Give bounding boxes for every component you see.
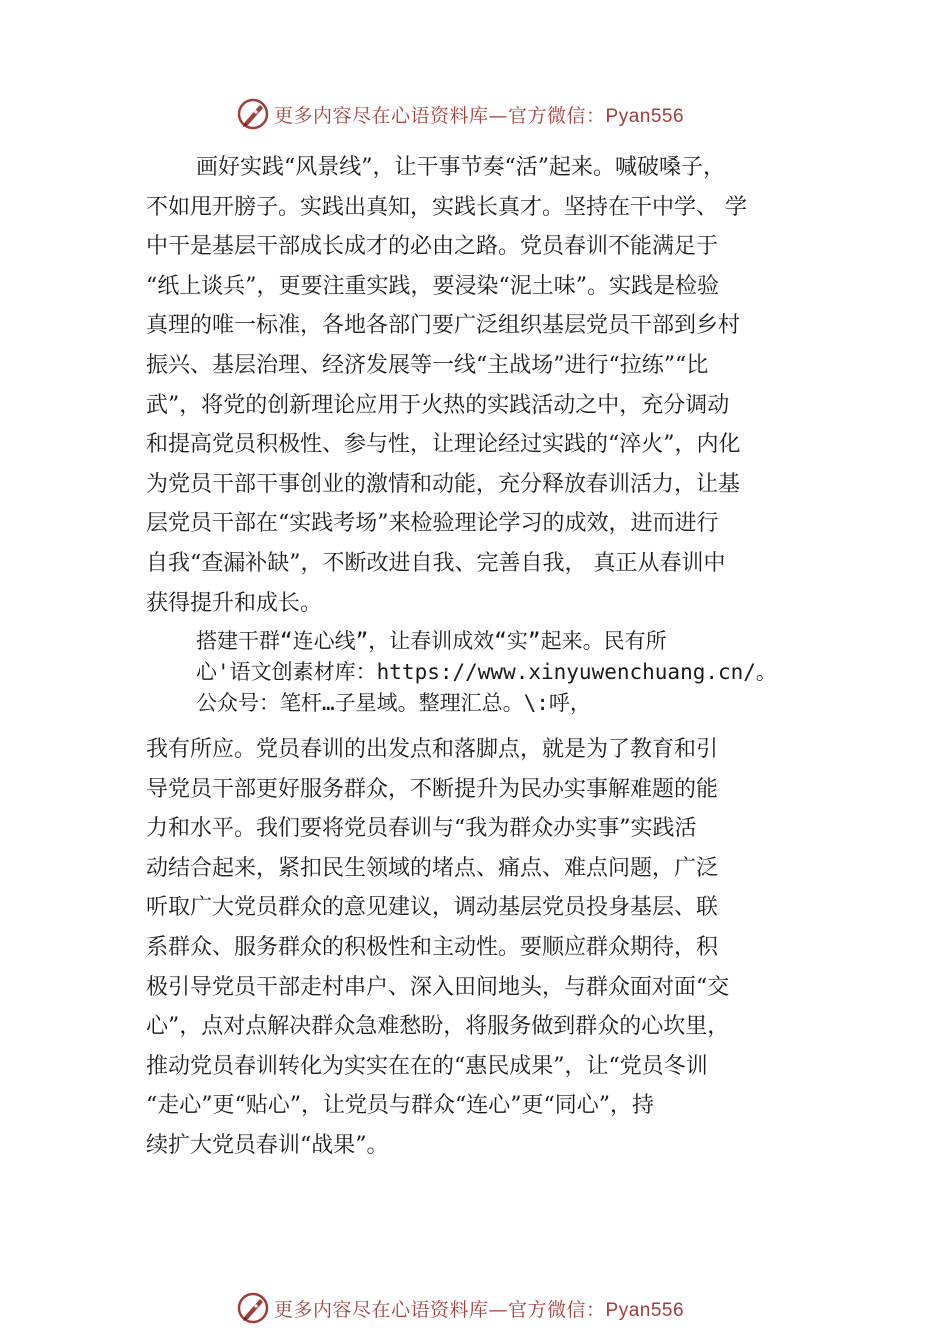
- header-banner: [236, 96, 684, 132]
- text-line: 推动党员春训转化为实实在在的“惠民成果”，让“党员冬训: [146, 1053, 708, 1079]
- paragraph-intro-with-source-note: [196, 626, 836, 719]
- text-line: 我有所应。党员春训的出发点和落脚点，就是为了教育和引: [146, 737, 719, 762]
- banner-handle: Pyan556: [605, 1299, 685, 1321]
- banner-text: 更多内容尽在心语资料库—官方微信：: [274, 1298, 606, 1321]
- text-line: 搭建干群“连心线”，让春训成效“实”起来。民有所: [196, 629, 667, 653]
- text-line: 心”，点对点解决群众急难愁盼，将服务做到群众的心坎里，: [146, 1014, 730, 1040]
- text-line: 不如甩开膀子。实践出真知，实践长真才。坚持在干中学、 学: [146, 194, 747, 220]
- text-line: 导党员干部更好服务群众，不断提升为民办实事解难题的能: [146, 776, 719, 802]
- text-line: 极引导党员干部走村串户、深入田间地头，与群众面对面“交: [146, 974, 730, 1000]
- text-line: 为党员干部干事创业的激情和动能，充分释放春训活力，让基: [146, 471, 741, 497]
- text-line: 层党员干部在“实践考场”来检验理论学习的成效，进而进行: [146, 511, 719, 537]
- text-line: 自我“查漏补缺”，不断改进自我、完善自我， 真正从春训中: [146, 550, 726, 576]
- text-line: 续扩大党员春训“战果”。: [146, 1132, 389, 1158]
- source-note-line: 公众号：笔杆…子星域。整理汇总。\:呼，: [196, 691, 591, 715]
- pen-logo-icon: [236, 97, 270, 131]
- text-line: 中干是基层干部成长成才的必由之路。党员春训不能满足于: [146, 234, 719, 260]
- pen-logo-icon: [236, 1291, 270, 1325]
- paragraph-connection: [146, 730, 818, 1166]
- text-line: 力和水平。我们要将党员春训与“我为群众办实事”实践活: [146, 816, 697, 842]
- text-line: 系群众、服务群众的积极性和主动性。要顺应群众期待，积: [146, 934, 719, 960]
- text-line: 获得提升和成长。: [146, 590, 323, 616]
- text-line: 振兴、基层治理、经济发展等一线“主战场”进行“拉练”“比: [146, 352, 709, 378]
- text-line: “纸上谈兵”，更要注重实践，要浸染“泥土味”。实践是检验: [146, 273, 719, 299]
- text-line: 画好实践“风景线”，让干事节奏“活”起来。喊破嗓子，: [196, 155, 725, 180]
- text-line: 听取广大党员群众的意见建议，调动基层党员投身基层、联: [146, 895, 719, 921]
- banner-handle: Pyan556: [605, 105, 685, 127]
- text-line: 真理的唯一标准，各地各部门要广泛组织基层党员干部到乡村: [146, 313, 741, 339]
- footer-banner: [236, 1290, 684, 1326]
- text-line: “走心”更“贴心”，让党员与群众“连心”更“同心”，持: [146, 1093, 654, 1119]
- text-line: 武”，将党的创新理论应用于火热的实践活动之中，充分调动: [146, 392, 730, 418]
- text-line: 动结合起来，紧扣民生领域的堵点、痛点、难点问题，广泛: [146, 855, 719, 881]
- paragraph-practice: [146, 148, 818, 623]
- banner-text: 更多内容尽在心语资料库—官方微信：: [274, 104, 606, 127]
- text-line: 和提高党员积极性、参与性，让理论经过实践的“淬火”，内化: [146, 432, 741, 458]
- source-note-line: 心'语文创素材库：https://www.xinyuwenchuang.cn/。: [196, 660, 777, 684]
